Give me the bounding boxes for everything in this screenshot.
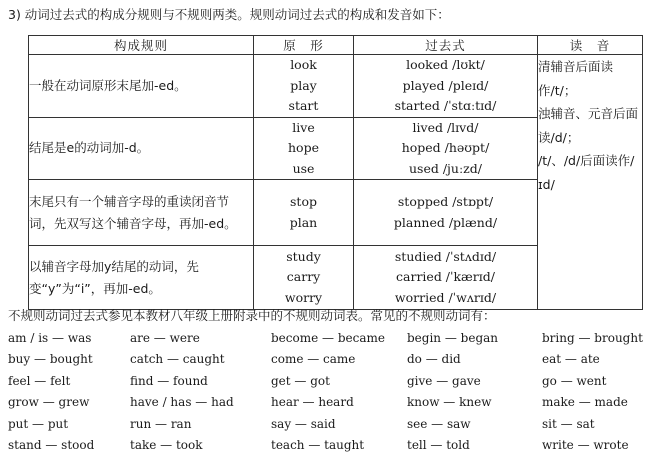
base-word: live [292, 119, 315, 135]
header-pronunciation: 读 音 [538, 36, 643, 55]
past-cell [354, 55, 538, 118]
past-word: hoped /həʊpt/ [401, 140, 490, 155]
irregular-verb: tell — told [407, 438, 470, 453]
pronunciation-rule: /t/、/d/后面读作/ɪd/ [538, 153, 635, 192]
past-word: looked /lʊkt/ [406, 57, 485, 72]
irregular-verb: grow — grew [8, 395, 90, 410]
intro-text: 3) 动词过去式的构成分规则与不规则两类。规则动词过去式的构成和发音如下： [8, 7, 450, 22]
pronunciation-cell [538, 55, 643, 310]
past-word: started /ˈstɑːtɪd/ [394, 98, 497, 113]
irregular-verb: take — took [130, 438, 203, 453]
pronunciation-rule: 浊辅音、元音后面读/d/； [538, 106, 639, 145]
irregular-verb: feel — felt [8, 373, 71, 388]
table-row [29, 55, 643, 118]
irregular-verb: become — became [271, 330, 385, 345]
irregular-row [8, 327, 648, 349]
base-word: play [290, 77, 317, 93]
past-cell [354, 117, 538, 180]
irregular-verb: put — put [8, 416, 69, 431]
regular-verbs-table [28, 35, 643, 310]
rule-cell: 结尾是e的动词加-d。 [29, 117, 254, 180]
header-rule: 构成规则 [29, 36, 254, 55]
irregular-verbs-list [8, 327, 648, 456]
irregular-verb: teach — taught [271, 438, 365, 453]
irregular-verb: know — knew [407, 395, 492, 410]
rule-cell: 末尾只有一个辅音字母的重读闭音节词，先双写这个辅音字母，再加-ed。 [29, 180, 254, 246]
base-cell [254, 117, 354, 180]
base-cell [254, 180, 354, 246]
base-word: carry [286, 269, 321, 285]
past-cell [354, 246, 538, 310]
irregular-verb: make — made [542, 395, 628, 410]
irregular-verb: go — went [542, 373, 607, 388]
base-word: stop [290, 194, 317, 209]
irregular-verb: write — wrote [542, 438, 629, 453]
irregular-row [8, 413, 648, 435]
irregular-row [8, 349, 648, 371]
base-word: use [292, 160, 315, 176]
irregular-verb: do — did [407, 352, 461, 367]
base-word: look [290, 57, 317, 72]
irregular-verb: give — gave [407, 373, 481, 388]
past-word: worried /ˈwʌrɪd/ [394, 289, 497, 305]
header-past: 过去式 [354, 36, 538, 55]
table-header-row [29, 36, 643, 55]
irregular-row [8, 392, 648, 414]
base-word: start [288, 98, 319, 113]
pronunciation-rule: 清辅音后面读作/t/； [538, 59, 614, 98]
irregular-verb: find — found [130, 373, 208, 388]
irregular-verb: run — ran [130, 416, 192, 431]
past-word: lived /lɪvd/ [412, 119, 479, 135]
base-word: plan [289, 214, 318, 230]
irregular-verb: begin — began [407, 330, 499, 345]
rule-cell: 一般在动词原形末尾加-ed。 [29, 55, 254, 118]
irregular-verb: eat — ate [542, 352, 600, 367]
irregular-verb: bring — brought [542, 330, 643, 345]
header-base: 原 形 [254, 36, 354, 55]
past-word: studied /ˈstʌdɪd/ [394, 248, 497, 264]
past-word: used /juːzd/ [409, 160, 482, 176]
irregular-verb: stand — stood [8, 438, 95, 453]
irregular-verb: hear — heard [271, 395, 354, 410]
base-cell [254, 246, 354, 310]
irregular-verb: come — came [271, 352, 356, 367]
irregular-row [8, 370, 648, 392]
irregular-verb: sit — sat [542, 416, 595, 431]
irregular-verb: get — got [271, 373, 330, 388]
irregular-verb: catch — caught [130, 352, 225, 367]
rule-cell: 以辅音字母加y结尾的动词，先变“y”为“i”，再加-ed。 [29, 246, 254, 310]
base-word: hope [288, 140, 319, 155]
irregular-verb: have / has — had [130, 395, 234, 410]
irregular-row [8, 435, 648, 457]
base-cell [254, 55, 354, 118]
irregular-verb: say — said [271, 416, 336, 431]
irregular-verb: are — were [130, 330, 200, 345]
irregular-verb: see — saw [407, 416, 471, 431]
past-word: stopped /stɒpt/ [397, 194, 494, 209]
irregular-verb: buy — bought [8, 352, 93, 367]
past-word: played /pleɪd/ [402, 77, 489, 93]
base-word: study [286, 248, 321, 264]
past-word: planned /plænd/ [393, 214, 498, 230]
irregular-verb: am / is — was [8, 330, 92, 345]
past-word: carried /ˈkærɪd/ [396, 269, 495, 285]
irregular-verbs-title: 不规则动词过去式参见本教材八年级上册附录中的不规则动词表。常见的不规则动词有： [8, 308, 496, 323]
past-cell [354, 180, 538, 246]
base-word: worry [284, 289, 323, 305]
